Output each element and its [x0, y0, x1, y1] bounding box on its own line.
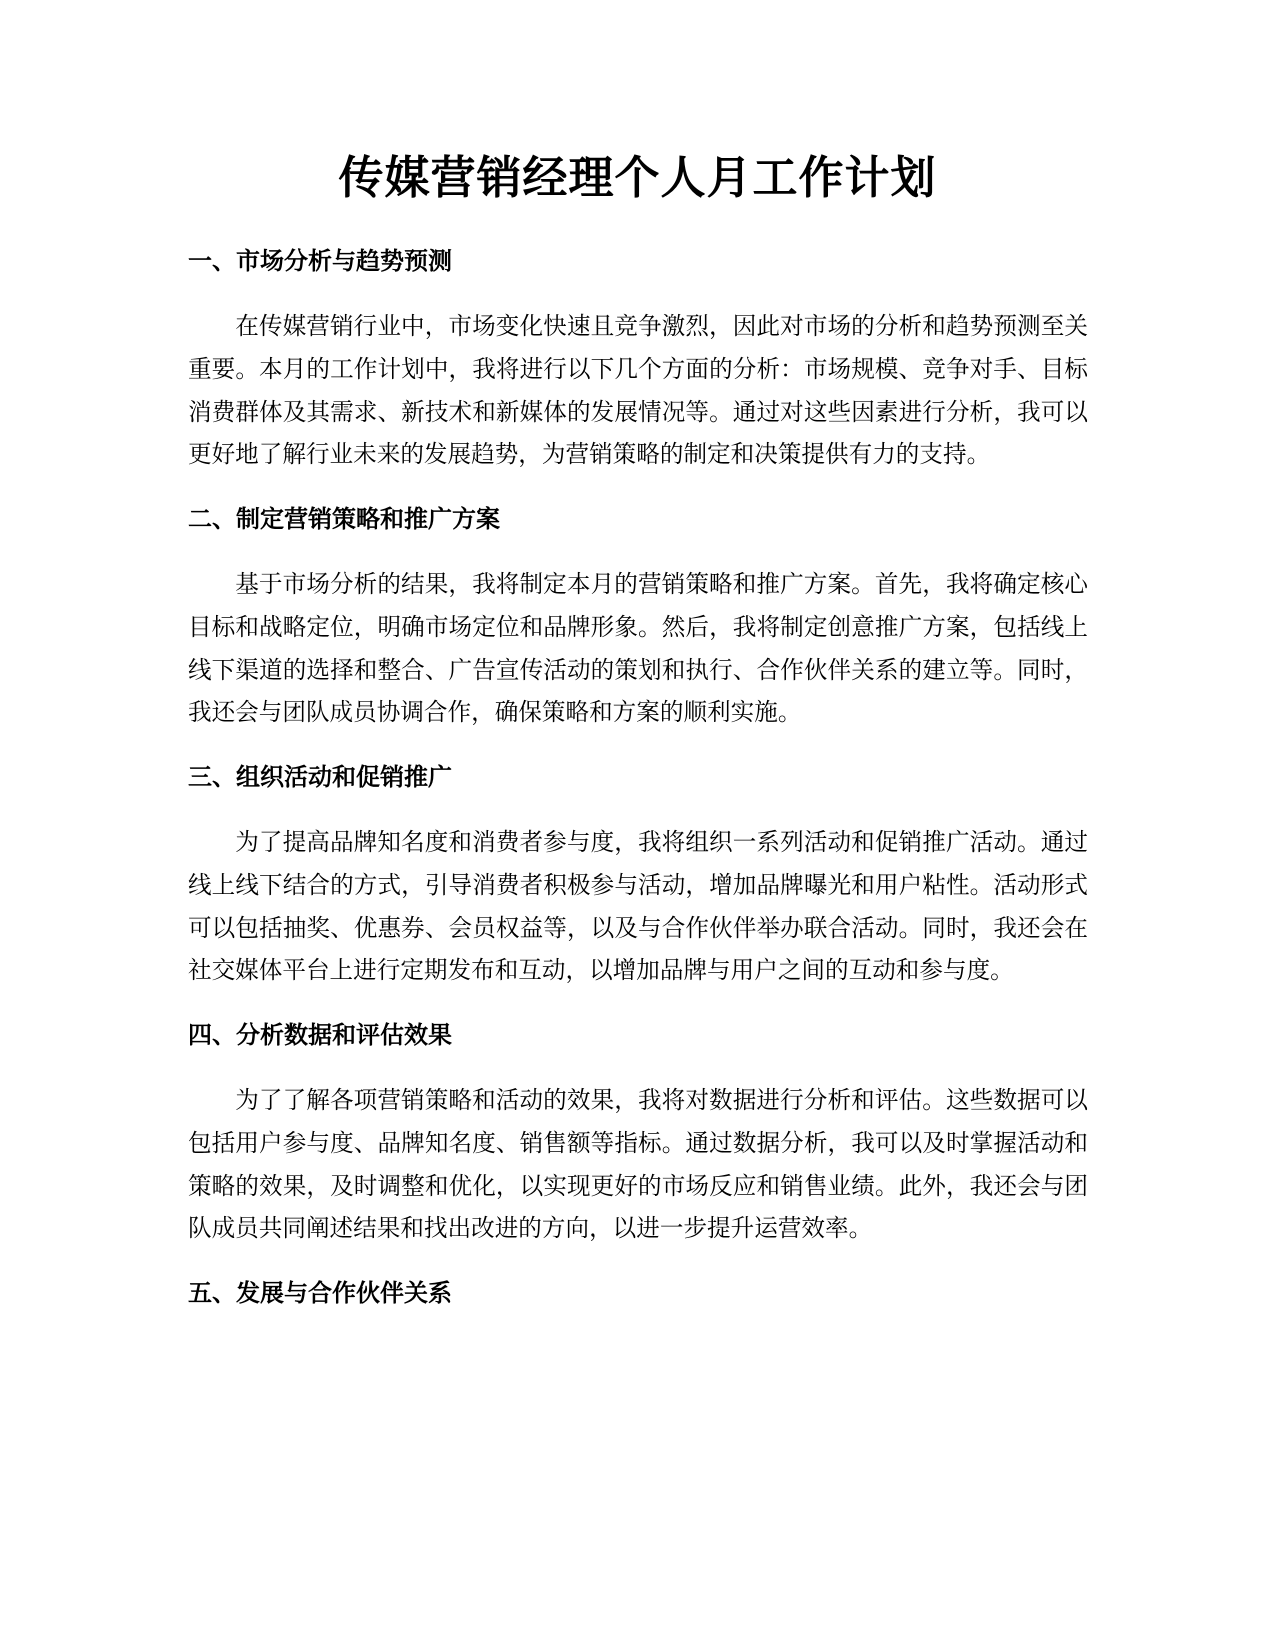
section-market-analysis [188, 244, 1088, 476]
section-paragraph: 在传媒营销行业中，市场变化快速且竞争激烈，因此对市场的分析和趋势预测至关重要。本月的工作计划中，我将进行以下几个方面的分析：市场规模、竞争对手、目标消费群体及其需求、新技术和新媒体的发展情况等。通过对这些因素进行分析，我可以更好地了解行业未来的发展趋势，为营销策略的制定和决策提供有力的支持。 [188, 312, 1088, 469]
section-heading: 一、市场分析与趋势预测 [188, 247, 452, 275]
document-content [188, 244, 1088, 1310]
section-heading: 四、分析数据和评估效果 [188, 1021, 452, 1049]
section-paragraph: 为了提高品牌知名度和消费者参与度，我将组织一系列活动和促销推广活动。通过线上线下结合的方式，引导消费者积极参与活动，增加品牌曝光和用户粘性。活动形式可以包括抽奖、优惠券、会员权益等，以及与合作伙伴举办联合活动。同时，我还会在社交媒体平台上进行定期发布和互动，以增加品牌与用户之间的互动和参与度。 [188, 828, 1088, 985]
section-marketing-strategy [188, 502, 1088, 734]
section-activities-promotion [188, 760, 1088, 992]
section-heading: 二、制定营销策略和推广方案 [188, 505, 500, 533]
document-title: 传媒营销经理个人月工作计划 [338, 151, 937, 204]
section-heading: 五、发展与合作伙伴关系 [188, 1279, 452, 1307]
section-heading: 三、组织活动和促销推广 [188, 763, 452, 791]
section-data-evaluation [188, 1018, 1088, 1250]
section-paragraph: 基于市场分析的结果，我将制定本月的营销策略和推广方案。首先，我将确定核心目标和战略定位，明确市场定位和品牌形象。然后，我将制定创意推广方案，包括线上线下渠道的选择和整合、广告宣传活动的策划和执行、合作伙伴关系的建立等。同时，我还会与团队成员协调合作，确保策略和方案的顺利实施。 [188, 570, 1088, 727]
section-paragraph: 为了了解各项营销策略和活动的效果，我将对数据进行分析和评估。这些数据可以包括用户参与度、品牌知名度、销售额等指标。通过数据分析，我可以及时掌握活动和策略的效果，及时调整和优化，以实现更好的市场反应和销售业绩。此外，我还会与团队成员共同阐述结果和找出改进的方向，以进一步提升运营效率。 [188, 1086, 1088, 1243]
section-partnerships [188, 1276, 1088, 1310]
